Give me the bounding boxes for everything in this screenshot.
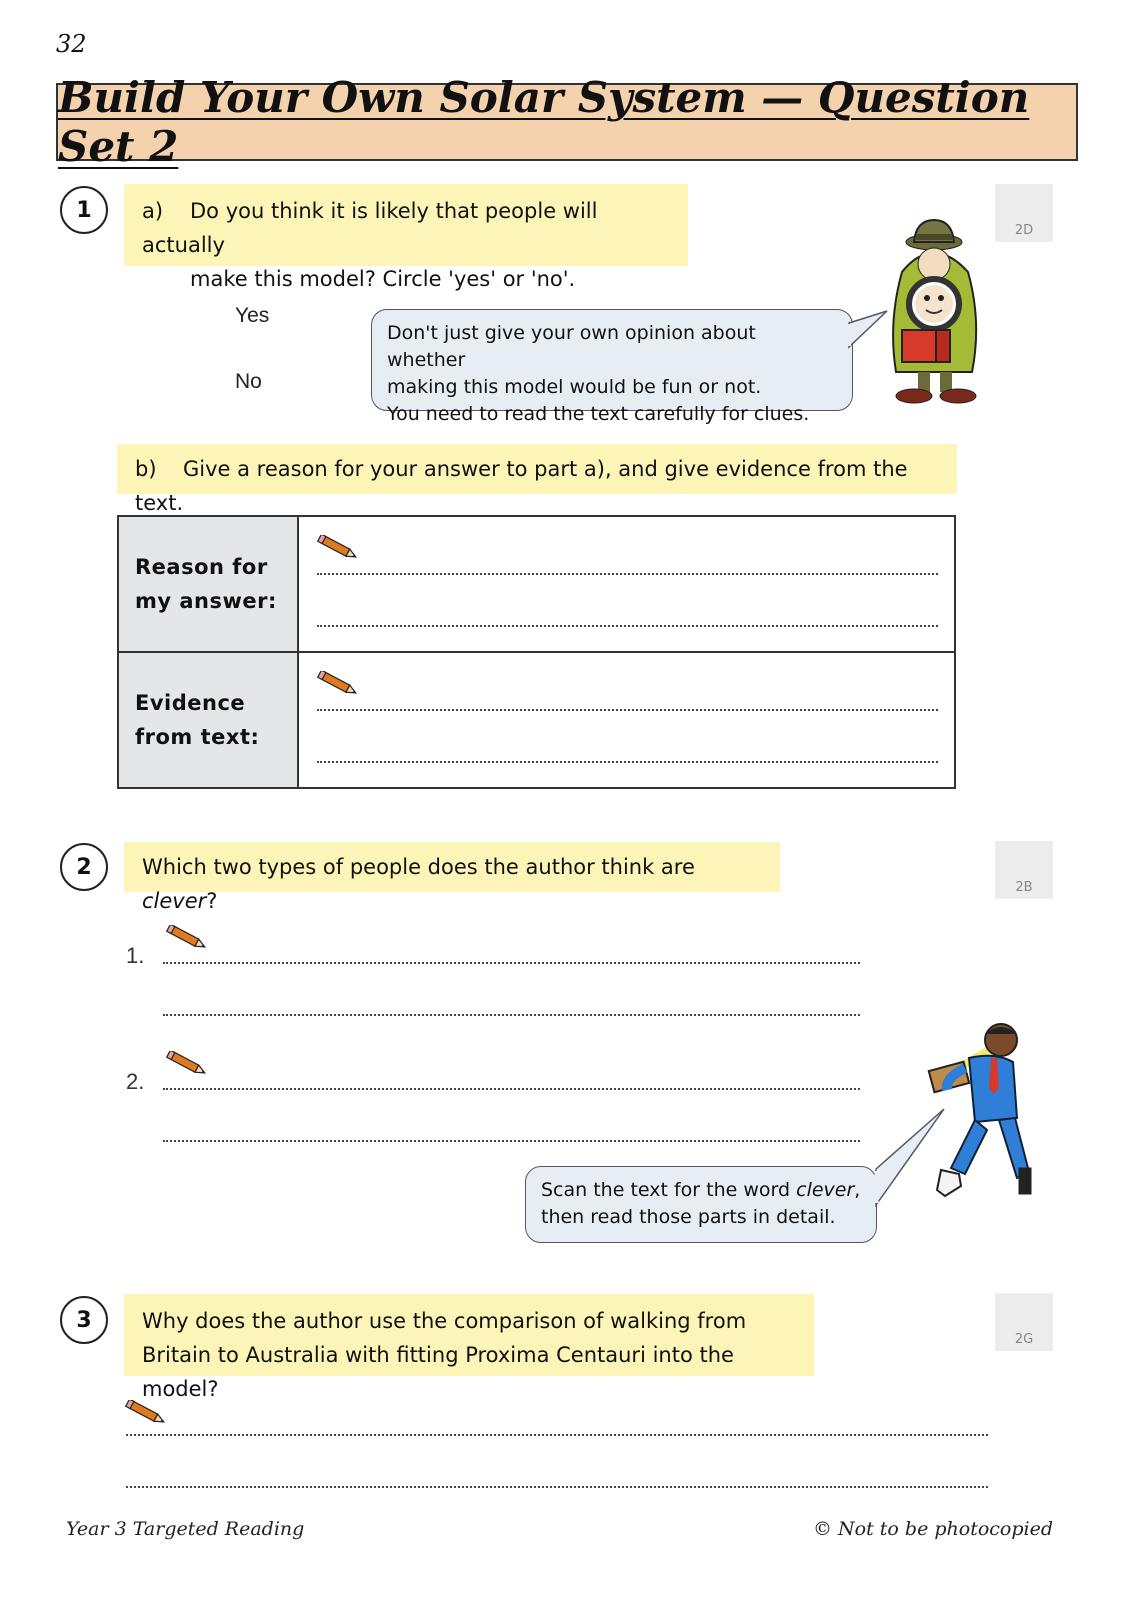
question-2-box bbox=[124, 842, 780, 913]
question-3-code: 2G bbox=[995, 1293, 1053, 1351]
question-3-line1: Why does the author use the comparison of walking from bbox=[142, 1309, 747, 1333]
reason-answer-cell[interactable] bbox=[298, 516, 955, 652]
tip-1-line1: Don't just give your own opinion about whether bbox=[387, 322, 756, 371]
question-2-code: 2B bbox=[995, 841, 1053, 899]
question-1-number: 1 bbox=[60, 186, 108, 234]
tip-2-emphasis: clever bbox=[796, 1179, 855, 1201]
table-row-reason bbox=[118, 516, 955, 652]
reason-label-line2: my answer: bbox=[135, 589, 277, 613]
question-1b-box bbox=[117, 444, 957, 515]
evidence-label-line2: from text: bbox=[135, 725, 260, 749]
evidence-label-cell bbox=[118, 652, 298, 788]
question-1a-line2: make this model? Circle 'yes' or 'no'. bbox=[190, 267, 576, 291]
question-1a-box bbox=[124, 184, 688, 291]
page-number: 32 bbox=[56, 30, 87, 58]
reason-label-line1: Reason for bbox=[135, 555, 268, 579]
answer-line[interactable] bbox=[163, 1014, 860, 1016]
pencil-icon bbox=[166, 925, 210, 951]
question-2-text: Which two types of people does the author think are bbox=[142, 855, 695, 879]
evidence-label-line1: Evidence bbox=[135, 691, 246, 715]
question-3-box bbox=[124, 1294, 814, 1401]
answer-table bbox=[117, 515, 956, 789]
question-1a-label: a) bbox=[142, 199, 164, 223]
list-number-1: 1. bbox=[126, 943, 145, 968]
list-number-2: 2. bbox=[126, 1069, 145, 1094]
question-2-number: 2 bbox=[60, 843, 108, 891]
tip-bubble-2 bbox=[525, 1166, 877, 1243]
footer-left: Year 3 Targeted Reading bbox=[66, 1518, 305, 1540]
question-2-punct: ? bbox=[206, 889, 218, 913]
title-banner bbox=[56, 73, 1078, 171]
footer-right: © Not to be photocopied bbox=[813, 1518, 1053, 1540]
answer-line[interactable] bbox=[126, 1486, 988, 1488]
reason-label-cell bbox=[118, 516, 298, 652]
pencil-icon bbox=[317, 535, 361, 561]
answer-line bbox=[317, 625, 938, 627]
tip-2-line2: then read those parts in detail. bbox=[541, 1206, 836, 1228]
answer-line[interactable] bbox=[163, 1140, 860, 1142]
answer-line bbox=[317, 761, 938, 763]
question-3-line2: Britain to Australia with fitting Proxima Centauri into the model? bbox=[142, 1343, 734, 1401]
answer-line[interactable] bbox=[163, 1088, 860, 1090]
answer-line[interactable] bbox=[126, 1434, 988, 1436]
tip-2-punct: , bbox=[854, 1179, 861, 1201]
answer-line[interactable] bbox=[163, 962, 860, 964]
question-1-code: 2D bbox=[995, 184, 1053, 242]
option-no[interactable]: No bbox=[235, 370, 262, 393]
tip-1-line2: making this model would be fun or not. bbox=[387, 376, 762, 398]
question-2-emphasis: clever bbox=[142, 889, 207, 913]
pencil-icon bbox=[166, 1051, 210, 1077]
tip-bubble-1 bbox=[371, 309, 853, 425]
tip-2-line1: Scan the text for the word bbox=[541, 1179, 797, 1201]
question-1b-label: b) bbox=[135, 457, 157, 481]
reading-man-illustration bbox=[925, 1018, 1035, 1206]
evidence-answer-cell[interactable] bbox=[298, 652, 955, 788]
question-1a-line1: Do you think it is likely that people will actually bbox=[142, 199, 598, 257]
option-yes[interactable]: Yes bbox=[235, 304, 270, 327]
pencil-icon bbox=[125, 1400, 169, 1426]
table-row-evidence bbox=[118, 652, 955, 788]
answer-line bbox=[317, 573, 938, 575]
question-1b-text: Give a reason for your answer to part a), and give evidence from the text. bbox=[135, 457, 908, 515]
answer-line bbox=[317, 709, 938, 711]
detective-illustration bbox=[878, 212, 990, 407]
tip-1-line3: You need to read the text carefully for clues. bbox=[387, 403, 810, 425]
question-3-number: 3 bbox=[60, 1296, 108, 1344]
page-title: Build Your Own Solar System — Question Set 2 bbox=[58, 73, 1030, 171]
pencil-icon bbox=[317, 671, 361, 697]
